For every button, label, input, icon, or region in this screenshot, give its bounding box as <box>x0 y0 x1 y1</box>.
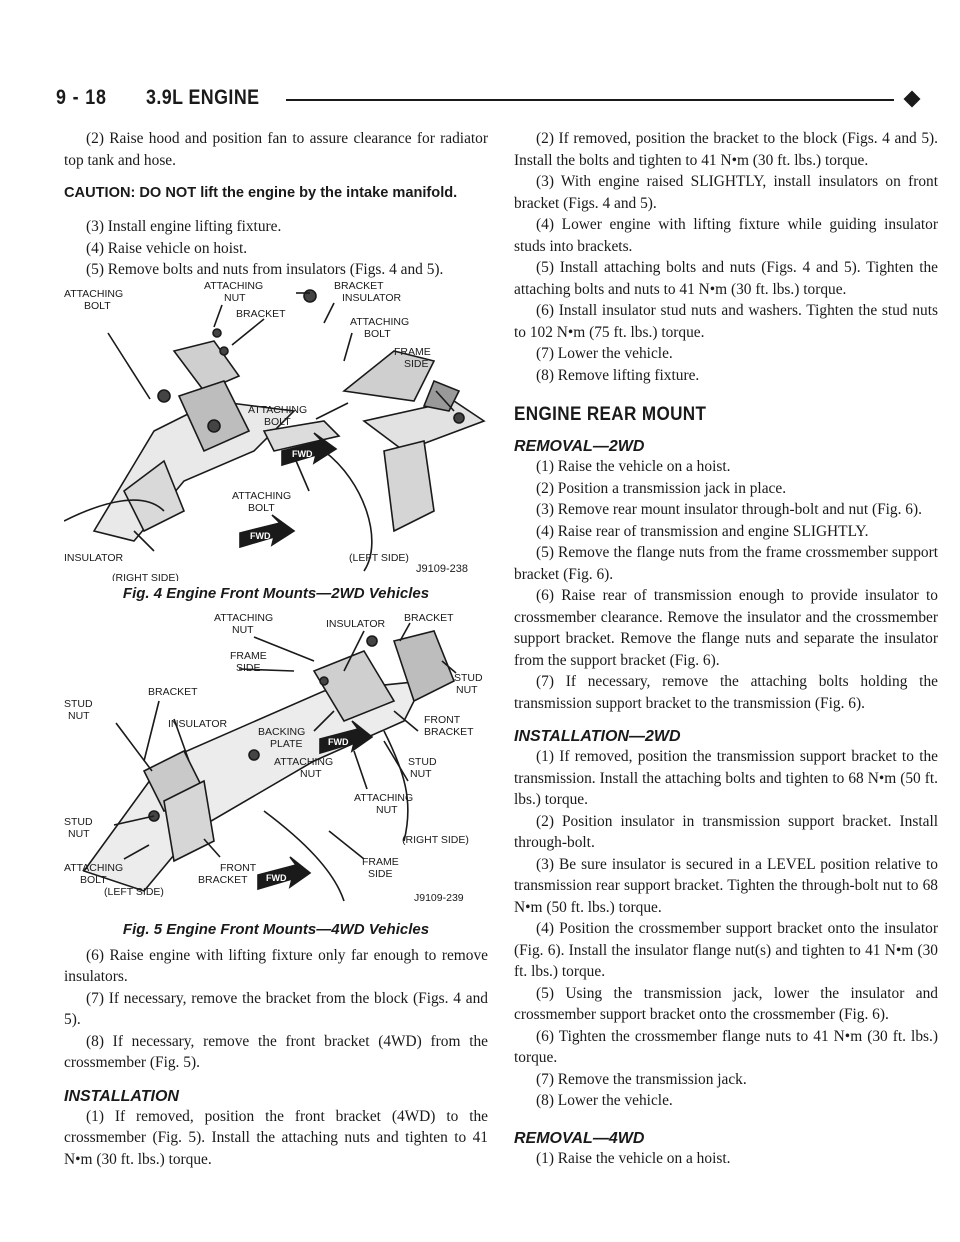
install-step-3: (3) With engine raised SLIGHTLY, install insulators on front bracket (Figs. 4 and 5). <box>514 173 938 212</box>
page-title: 3.9L ENGINE <box>146 86 260 109</box>
diamond-icon <box>904 91 921 108</box>
label-attaching-bolt: ATTACHING <box>248 403 308 416</box>
removal-step-7: (7) If necessary, remove the attaching bolts holding the transmission support bracket to the transmission (Fig. 6). <box>514 673 938 712</box>
installation-step-5: (5) Using the transmission jack, lower the insulator and crossmember support bracket onto the crossmember (Fig. 6). <box>514 984 938 1023</box>
label-bracket: BRACKET <box>404 611 454 624</box>
figure-5-id: J9109-239 <box>414 891 464 904</box>
step-4: (4) Raise vehicle on hoist. <box>86 239 248 257</box>
label-attaching-nut: NUT <box>232 623 254 636</box>
figure-5-caption: Fig. 5 Engine Front Mounts—4WD Vehicles <box>122 920 430 938</box>
step-7: (7) If necessary, remove the bracket from the block (Figs. 4 and 5). <box>64 989 488 1028</box>
label-left-side: (LEFT SIDE) <box>349 551 409 564</box>
figure-4 <box>64 281 488 581</box>
figure-5-illustration <box>64 611 488 911</box>
label-bracket: BRACKET <box>334 280 384 292</box>
caution-note: CAUTION: DO NOT lift the engine by the intake manifold. <box>64 185 458 201</box>
figure-4-caption: Fig. 4 Engine Front Mounts—2WD Vehicles <box>122 584 430 602</box>
install-step-2: (2) If removed, position the bracket to the block (Figs. 4 and 5). Install the bolts and tighten to 41 N•m (30 ft. lbs.) torque. <box>514 130 938 169</box>
label-stud-nut: NUT <box>68 709 90 722</box>
fwd-label: FWD <box>250 530 271 541</box>
install-step-5: (5) Install attaching bolts and nuts (Figs. 4 and 5). Tighten the attaching bolts and nuts to 41 N•m (30 ft. lbs.) torque. <box>514 259 938 298</box>
installation-step-6: (6) Tighten the crossmember flange nuts to 41 N•m (30 ft. lbs.) torque. <box>514 1027 938 1066</box>
removal-step-6: (6) Raise rear of transmission enough to provide insulator to crossmember clearance. Remove the insulator and the crossmember support bracket. Remove the flange nuts and separate the insulator from the support bracket (Fig. 6). <box>514 587 938 669</box>
label-frame-side: SIDE <box>368 867 393 880</box>
installation-step-3: (3) Be sure insulator is secured in a LEVEL position relative to transmission rear support bracket. Tighten the through-bolt nut to 68 N•m (50 ft. lbs.) torque. <box>514 855 938 916</box>
label-attaching-nut: NUT <box>300 767 322 780</box>
step-3: (3) Install engine lifting fixture. <box>86 218 282 235</box>
label-stud-nut: NUT <box>68 827 90 840</box>
removal-step-4: (4) Raise rear of transmission and engine SLIGHTLY. <box>536 522 869 540</box>
label-bracket: BRACKET <box>148 685 198 698</box>
label-insulator: INSULATOR <box>168 717 228 730</box>
label-attaching-nut: ATTACHING <box>204 280 264 292</box>
install-step-7: (7) Lower the vehicle. <box>536 345 673 362</box>
label-backing-plate: PLATE <box>270 737 303 750</box>
label-backing-plate: BACKING <box>258 725 306 738</box>
step-8: (8) If necessary, remove the front bracket (4WD) from the crossmember (Fig. 5). <box>64 1032 488 1071</box>
label-stud-nut: STUD <box>408 755 437 768</box>
label-frame-side: FRAME <box>230 649 267 662</box>
page-header <box>56 86 920 114</box>
label-bracket: BRACKET <box>236 307 286 320</box>
label-frame-side: FRAME <box>394 345 431 358</box>
label-attaching-nut: ATTACHING <box>354 791 414 804</box>
label-attaching-nut: ATTACHING <box>214 611 274 624</box>
label-stud-nut: NUT <box>410 767 432 780</box>
installation-step-7: (7) Remove the transmission jack. <box>536 1070 747 1088</box>
label-attaching-bolt: ATTACHING <box>232 489 292 502</box>
header-rule <box>286 99 894 101</box>
step-5: (5) Remove bolts and nuts from insulators (Figs. 4 and 5). <box>86 261 444 278</box>
install-step-1: (1) If removed, position the front bracket (4WD) to the crossmember (Fig. 5). Install the attaching nuts and tighten to 41 N•m (30 ft. lbs.) torque. <box>64 1107 488 1168</box>
page-number: 9 - 18 <box>56 86 107 109</box>
label-attaching-bolt: ATTACHING <box>350 315 410 328</box>
fwd-label: FWD <box>292 448 313 459</box>
label-attaching-bolt: BOLT <box>364 327 391 340</box>
right-column <box>514 128 938 1169</box>
removal-step-3: (3) Remove rear mount insulator through-bolt and nut (Fig. 6). <box>536 501 922 518</box>
section-heading: ENGINE REAR MOUNT <box>514 404 707 425</box>
removal-4wd-step-1: (1) Raise the vehicle on a hoist. <box>536 1149 731 1167</box>
label-insulator: INSULATOR <box>342 291 402 304</box>
label-attaching-bolt: BOLT <box>264 415 291 428</box>
step-6: (6) Raise engine with lifting fixture only far enough to remove insulators. <box>64 946 488 985</box>
removal-2wd-heading: REMOVAL—2WD <box>514 438 645 455</box>
label-front-bracket: BRACKET <box>424 725 474 738</box>
label-attaching-nut: NUT <box>224 291 246 304</box>
installation-step-4: (4) Position the crossmember support bracket onto the insulator (Fig. 6). Install the insulator flange nut(s) and tighten to 41 N•m (30 ft. lbs.) torque. <box>514 920 938 980</box>
label-attaching-bolt: BOLT <box>248 501 275 514</box>
install-step-8: (8) Remove lifting fixture. <box>536 366 700 384</box>
label-attaching-bolt: ATTACHING <box>64 287 124 300</box>
removal-step-2: (2) Position a transmission jack in place. <box>536 479 787 497</box>
removal-4wd-heading: REMOVAL—4WD <box>514 1129 645 1147</box>
install-step-4: (4) Lower engine with lifting fixture while guiding insulator studs into brackets. <box>514 216 938 255</box>
removal-step-5: (5) Remove the flange nuts from the frame crossmember support bracket (Fig. 6). <box>514 544 938 583</box>
label-stud-nut: NUT <box>456 683 478 696</box>
fwd-label: FWD <box>328 736 349 747</box>
label-insulator: INSULATOR <box>326 617 386 630</box>
label-attaching-nut: ATTACHING <box>274 755 334 768</box>
installation-step-1: (1) If removed, position the transmission support bracket to the transmission. Install the attaching bolts and tighten to 68 N•m (50 ft. lbs.) torque. <box>514 748 938 808</box>
step-2-raise-hood: (2) Raise hood and position fan to assure clearance for radiator top tank and hose. <box>64 130 488 169</box>
installation-step-8: (8) Lower the vehicle. <box>536 1092 673 1109</box>
label-front-bracket: FRONT <box>424 713 461 726</box>
installation-2wd-heading: INSTALLATION—2WD <box>514 728 681 745</box>
label-front-bracket: FRONT <box>220 861 257 874</box>
figure-5 <box>64 611 488 911</box>
label-frame-side: SIDE <box>236 661 261 674</box>
label-attaching-nut: NUT <box>376 803 398 816</box>
label-right-side: (RIGHT SIDE) <box>402 833 469 846</box>
label-attaching-bolt: BOLT <box>80 873 107 886</box>
label-stud-nut: STUD <box>454 671 483 684</box>
figure-4-illustration <box>64 281 488 581</box>
installation-heading: INSTALLATION <box>64 1087 179 1105</box>
label-stud-nut: STUD <box>64 697 93 710</box>
install-step-6: (6) Install insulator stud nuts and washers. Tighten the stud nuts to 102 N•m (75 ft. lbs.) torque. <box>514 302 938 341</box>
label-front-bracket: BRACKET <box>198 873 248 886</box>
installation-step-2: (2) Position insulator in transmission support bracket. Install through-bolt. <box>514 812 938 851</box>
label-left-side: (LEFT SIDE) <box>104 885 164 898</box>
label-attaching-bolt: ATTACHING <box>64 861 124 874</box>
label-insulator: INSULATOR <box>64 551 124 564</box>
label-stud-nut: STUD <box>64 815 93 828</box>
label-frame-side: SIDE <box>404 357 429 370</box>
figure-4-id: J9109-238 <box>416 562 468 575</box>
label-right-side: (RIGHT SIDE) <box>112 571 179 581</box>
removal-step-1: (1) Raise the vehicle on a hoist. <box>536 458 731 475</box>
label-attaching-bolt: BOLT <box>84 299 111 312</box>
label-frame-side: FRAME <box>362 855 399 868</box>
left-column <box>64 128 488 1170</box>
fwd-label: FWD <box>266 872 287 883</box>
